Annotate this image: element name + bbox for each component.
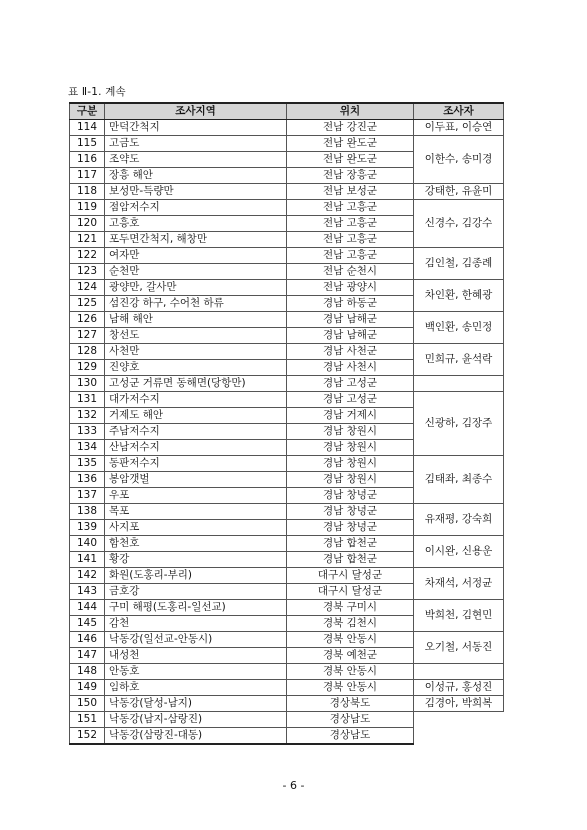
cell-no: 122 [70,248,105,264]
header-location: 위치 [287,103,414,120]
cell-location: 경남 사천군 [287,344,414,360]
cell-site: 임하호 [105,680,287,696]
cell-location: 경남 창원시 [287,424,414,440]
cell-no: 133 [70,424,105,440]
cell-researcher: 박희천, 김현민 [414,600,504,632]
cell-location: 전남 보성군 [287,184,414,200]
cell-site: 고금도 [105,136,287,152]
cell-site: 봉암갯벌 [105,472,287,488]
cell-site: 창선도 [105,328,287,344]
cell-site: 낙동강(삼랑진-대동) [105,728,287,745]
cell-researcher [414,376,504,392]
cell-no: 114 [70,120,105,136]
cell-location: 전남 강진군 [287,120,414,136]
cell-site: 여자만 [105,248,287,264]
cell-site: 사천만 [105,344,287,360]
cell-no: 139 [70,520,105,536]
cell-location: 경남 거제시 [287,408,414,424]
cell-no: 125 [70,296,105,312]
cell-site: 우포 [105,488,287,504]
cell-researcher: 민희규, 윤석락 [414,344,504,376]
cell-location: 전남 고흥군 [287,216,414,232]
cell-site: 남해 해안 [105,312,287,328]
cell-no: 119 [70,200,105,216]
table-row [70,696,504,712]
cell-location: 경남 창녕군 [287,504,414,520]
cell-location: 경남 창원시 [287,472,414,488]
cell-site: 만덕간척지 [105,120,287,136]
cell-location: 경상남도 [287,712,414,728]
cell-no: 123 [70,264,105,280]
table-row [70,664,504,680]
cell-site: 장흥 해안 [105,168,287,184]
header-no: 구분 [70,103,105,120]
cell-site: 고흥호 [105,216,287,232]
cell-site: 낙동강(남지-삼랑진) [105,712,287,728]
cell-no: 150 [70,696,105,712]
cell-no: 130 [70,376,105,392]
cell-location: 경남 하동군 [287,296,414,312]
cell-researcher: 김인철, 김종례 [414,248,504,280]
table-header-row [70,103,504,120]
cell-no: 140 [70,536,105,552]
cell-no: 142 [70,568,105,584]
cell-researcher: 이두표, 이승연 [414,120,504,136]
cell-no: 137 [70,488,105,504]
table-row [70,712,504,728]
cell-no: 149 [70,680,105,696]
cell-location: 경북 김천시 [287,616,414,632]
cell-location: 전남 고흥군 [287,248,414,264]
cell-no: 135 [70,456,105,472]
cell-location: 경남 창녕군 [287,520,414,536]
cell-no: 124 [70,280,105,296]
cell-no: 131 [70,392,105,408]
cell-site: 사지포 [105,520,287,536]
survey-table [69,102,504,745]
cell-location: 전남 완도군 [287,152,414,168]
cell-no: 116 [70,152,105,168]
cell-no: 151 [70,712,105,728]
cell-site: 광양만, 갈사만 [105,280,287,296]
table-row [70,184,504,200]
cell-location: 전남 완도군 [287,136,414,152]
cell-site: 구미 해평(도홍리-일선교) [105,600,287,616]
cell-site: 동판저수지 [105,456,287,472]
cell-site: 섬진강 하구, 수어천 하류 [105,296,287,312]
cell-site: 고성군 거류면 동해면(당항만) [105,376,287,392]
cell-site: 낙동강(일선교-안동시) [105,632,287,648]
cell-location: 경남 창원시 [287,456,414,472]
table-row [70,136,504,152]
cell-location: 대구시 달성군 [287,568,414,584]
cell-no: 138 [70,504,105,520]
cell-location: 경남 사천시 [287,360,414,376]
cell-site: 조약도 [105,152,287,168]
cell-no: 145 [70,616,105,632]
cell-site: 화원(도홍리-부리) [105,568,287,584]
table-row [70,248,504,264]
cell-location: 경상북도 [287,696,414,712]
cell-researcher: 오기철, 서동진 [414,632,504,664]
cell-no: 126 [70,312,105,328]
cell-site: 거제도 해안 [105,408,287,424]
cell-location: 대구시 달성군 [287,584,414,600]
cell-no: 120 [70,216,105,232]
table-caption: 표 Ⅱ-1. 계속 [68,86,126,98]
cell-site: 황강 [105,552,287,568]
cell-site: 금호강 [105,584,287,600]
cell-researcher: 백인환, 송민정 [414,312,504,344]
table-row [70,504,504,520]
table-row [70,568,504,584]
cell-researcher [414,664,504,680]
cell-location: 경남 고성군 [287,376,414,392]
table-row [70,120,504,136]
cell-researcher: 이성규, 홍성진 [414,680,504,696]
cell-no: 144 [70,600,105,616]
cell-researcher: 이한수, 송미경 [414,136,504,184]
cell-no: 127 [70,328,105,344]
cell-researcher: 김경아, 박희복 [414,696,504,712]
cell-location: 경북 구미시 [287,600,414,616]
table-row [70,280,504,296]
cell-location: 경남 창원시 [287,440,414,456]
cell-no: 152 [70,728,105,745]
header-site: 조사지역 [105,103,287,120]
cell-no: 148 [70,664,105,680]
cell-no: 146 [70,632,105,648]
cell-researcher: 차재석, 서정균 [414,568,504,600]
header-researcher: 조사자 [414,103,504,120]
cell-location: 전남 광양시 [287,280,414,296]
cell-no: 117 [70,168,105,184]
table-row [70,200,504,216]
cell-location: 경남 남해군 [287,328,414,344]
cell-no: 132 [70,408,105,424]
cell-site: 목포 [105,504,287,520]
cell-no: 134 [70,440,105,456]
cell-no: 143 [70,584,105,600]
cell-researcher: 강태한, 유윤미 [414,184,504,200]
cell-researcher: 김태좌, 최종수 [414,456,504,504]
cell-site: 산남저수지 [105,440,287,456]
table-row [70,456,504,472]
table-row [70,600,504,616]
cell-site: 포두면간척지, 해창만 [105,232,287,248]
cell-no: 128 [70,344,105,360]
cell-location: 전남 장흥군 [287,168,414,184]
cell-no: 118 [70,184,105,200]
cell-location: 전남 순천시 [287,264,414,280]
cell-no: 115 [70,136,105,152]
table-row [70,632,504,648]
cell-site: 감천 [105,616,287,632]
cell-no: 121 [70,232,105,248]
table-row [70,680,504,696]
cell-location: 경상남도 [287,728,414,745]
cell-location: 경남 합천군 [287,536,414,552]
cell-researcher: 유재평, 강숙희 [414,504,504,536]
table-row [70,728,504,745]
cell-site: 내성천 [105,648,287,664]
cell-location: 경남 창녕군 [287,488,414,504]
cell-site: 함천호 [105,536,287,552]
cell-researcher: 차인환, 한혜광 [414,280,504,312]
cell-location: 경북 예천군 [287,648,414,664]
cell-site: 진양호 [105,360,287,376]
table-row [70,344,504,360]
cell-site: 보성만-득량만 [105,184,287,200]
cell-site: 주남저수지 [105,424,287,440]
table-row [70,392,504,408]
table-row [70,536,504,552]
cell-location: 전남 고흥군 [287,200,414,216]
cell-location: 경북 안동시 [287,664,414,680]
cell-researcher: 신경수, 김강수 [414,200,504,248]
cell-site: 낙동강(달성-남지) [105,696,287,712]
cell-location: 경남 합천군 [287,552,414,568]
page-number: - 6 - [282,779,305,792]
cell-no: 147 [70,648,105,664]
cell-no: 129 [70,360,105,376]
cell-site: 순천만 [105,264,287,280]
table-body [70,120,504,745]
cell-location: 경남 고성군 [287,392,414,408]
cell-site: 대가저수지 [105,392,287,408]
cell-location: 경남 남해군 [287,312,414,328]
cell-site: 점암저수지 [105,200,287,216]
cell-site: 안동호 [105,664,287,680]
cell-location: 전남 고흥군 [287,232,414,248]
cell-location: 경북 안동시 [287,680,414,696]
cell-no: 141 [70,552,105,568]
table-row [70,312,504,328]
cell-researcher: 신광하, 김장주 [414,392,504,456]
table-row [70,376,504,392]
cell-researcher: 이시완, 신용운 [414,536,504,568]
cell-no: 136 [70,472,105,488]
cell-location: 경북 안동시 [287,632,414,648]
